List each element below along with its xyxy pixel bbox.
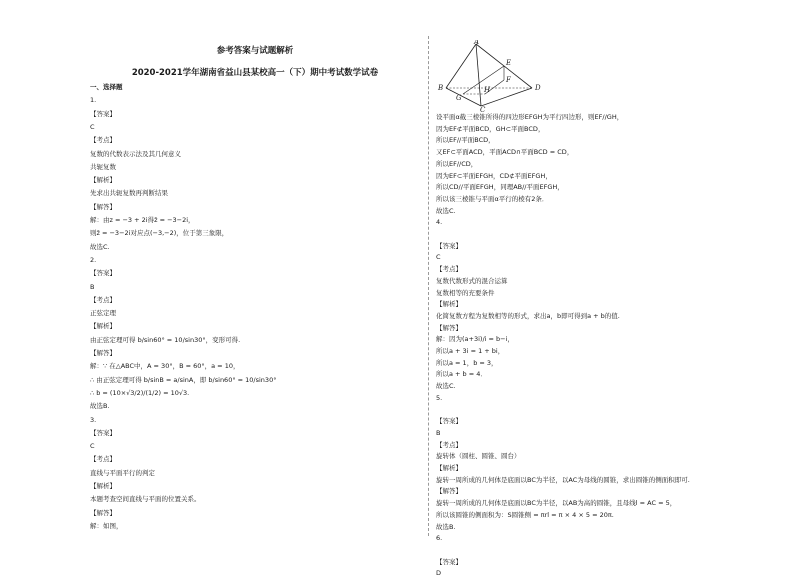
exam-title: 2020-2021学年湖南省益山县某校高一（下）期中考试数学试卷 [131,68,379,78]
right-line: 复数相等的充要条件 [436,288,495,297]
right-line: B [436,428,441,437]
left-line: 由正弦定理可得 b/sin60° = 10/sin30°，变形可得. [90,335,241,344]
left-line: 【解析】 [90,482,116,490]
left-line: 复数的代数表示法及其几何意义 [90,149,181,158]
label-g: G [456,94,462,102]
left-line: 【解析】 [90,176,116,185]
right-line: 设平面α截三棱锥所得的四边形EFGH为平行四边形，则EF//GH， [436,113,624,121]
left-line: 【解答】 [90,202,116,211]
right-line: 所以该三棱锥与平面α平行的棱有2条． [436,194,549,203]
left-line: 【考点】 [90,455,116,464]
right-line: C [436,253,441,262]
left-line: 2. [90,255,97,264]
label-h: H [484,86,491,94]
right-line: 化简复数方程为复数相等的形式，求出a，b即可得到a + b的值. [436,311,620,320]
left-line: 【答案】 [90,109,116,118]
left-line: 则z̄ = −3−2i对应点(−3,−2)，位于第三象限， [90,229,229,238]
pyramid-figure [436,40,546,112]
right-line: 故选B. [436,522,456,531]
left-line: C [90,122,95,131]
label-e: E [506,59,512,67]
right-line: 5. [436,393,443,402]
left-line: 【考点】 [90,295,116,304]
right-line: 故选C. [436,206,456,215]
right-line: 复数代数形式的混合运算 [436,276,508,285]
left-line: 【答案】 [90,269,116,278]
left-line: 故选C. [90,242,110,251]
right-line: 解：因为(a+3i)/i = b−i， [436,335,514,344]
right-line: 【答案】 [436,417,462,426]
column-divider [428,36,429,536]
right-line: 故选C. [436,382,456,391]
right-line: 【解析】 [436,300,462,309]
right-line: 6. [436,534,443,543]
left-line: 共轭复数 [90,162,116,171]
left-line: 解：由z = −3 + 2i得z̄ = −3−2i， [90,216,195,224]
right-line: 旋转一周所成的几何体是底面以BC为半径，以AC为母线的圆锥，求出圆锥的侧面积即可. [436,475,690,484]
right-line: 因为EF⊄平面BCD，GH⊂平面BCD， [436,124,545,133]
label-d: D [535,84,541,92]
right-line: 【解析】 [436,464,462,472]
left-line: ∴ 由正弦定理可得 b/sinB = a/sinA，即 b/sin60° = 10/sin30° [90,375,277,384]
label-f: F [506,76,511,84]
left-line: 1. [90,96,97,105]
left-line: 直线与平面平行的判定 [90,468,155,477]
right-line: 所以EF//平面BCD， [436,136,495,145]
left-line: 解：∵ 在△ABC中，A = 30°，B = 60°，a = 10， [90,362,240,371]
right-line: 因为EF⊂平面EFGH，CD⊄平面EFGH， [436,171,552,180]
right-line: 又EF⊂平面ACD，平面ACD∩平面BCD = CD， [436,148,574,157]
left-line: 一、选择题 [90,83,123,91]
right-line: 【考点】 [436,440,462,449]
left-line: 【解答】 [90,508,116,517]
right-line: 4. [436,218,443,227]
edge-ab [446,44,476,88]
left-line: ∴ b = (10×√3/2)/(1/2) = 10√3. [90,388,190,397]
right-line: 所以CD//平面EFGH，同理AB//平面EFGH， [436,183,564,192]
label-c: C [480,106,486,112]
right-line: 所以EF//CD， [436,159,478,168]
answer-title: 参考答案与试题解析 [216,46,294,56]
left-line: 【答案】 [90,428,116,437]
left-line: 本题考查空间直线与平面的位置关系。 [90,495,201,504]
right-line: D [436,569,442,577]
edge-ac [476,44,481,106]
right-line: 【答案】 [436,241,462,250]
left-line: 解：如图， [90,521,123,530]
right-line: 【解答】 [436,323,462,332]
right-line: 所以a + 3i = 1 + bi， [436,347,505,355]
left-line: 故选B. [90,402,110,411]
label-b: B [438,84,444,92]
edge-bc [446,88,481,106]
left-line: B [90,282,95,291]
left-line: 【解析】 [90,322,116,331]
right-line: 所以a = 1，b = 3， [436,358,498,367]
left-line: 【解答】 [90,349,116,357]
left-line: 正弦定理 [90,309,116,318]
right-line: 所以a + b = 4． [436,370,487,379]
left-line: 先求出共轭复数再判断结果 [90,189,168,198]
right-line: 【解答】 [436,487,462,496]
right-line: 所以该圆锥的侧面积为：S圆锥侧 = πrl = π × 4 × 5 = 20π. [436,510,614,519]
right-line: 【考点】 [436,265,462,274]
left-line: C [90,442,95,451]
left-line: 3. [90,415,97,424]
label-a: A [474,40,480,46]
right-line: 旋转体（圆柱、圆锥、圆台） [436,452,521,461]
left-line: 【考点】 [90,136,116,145]
right-line: 【答案】 [436,557,462,566]
right-line: 旋转一周所成的几何体是底面以BC为半径，以AB为高的圆锥，且母线l = AC = 5， [436,499,677,508]
